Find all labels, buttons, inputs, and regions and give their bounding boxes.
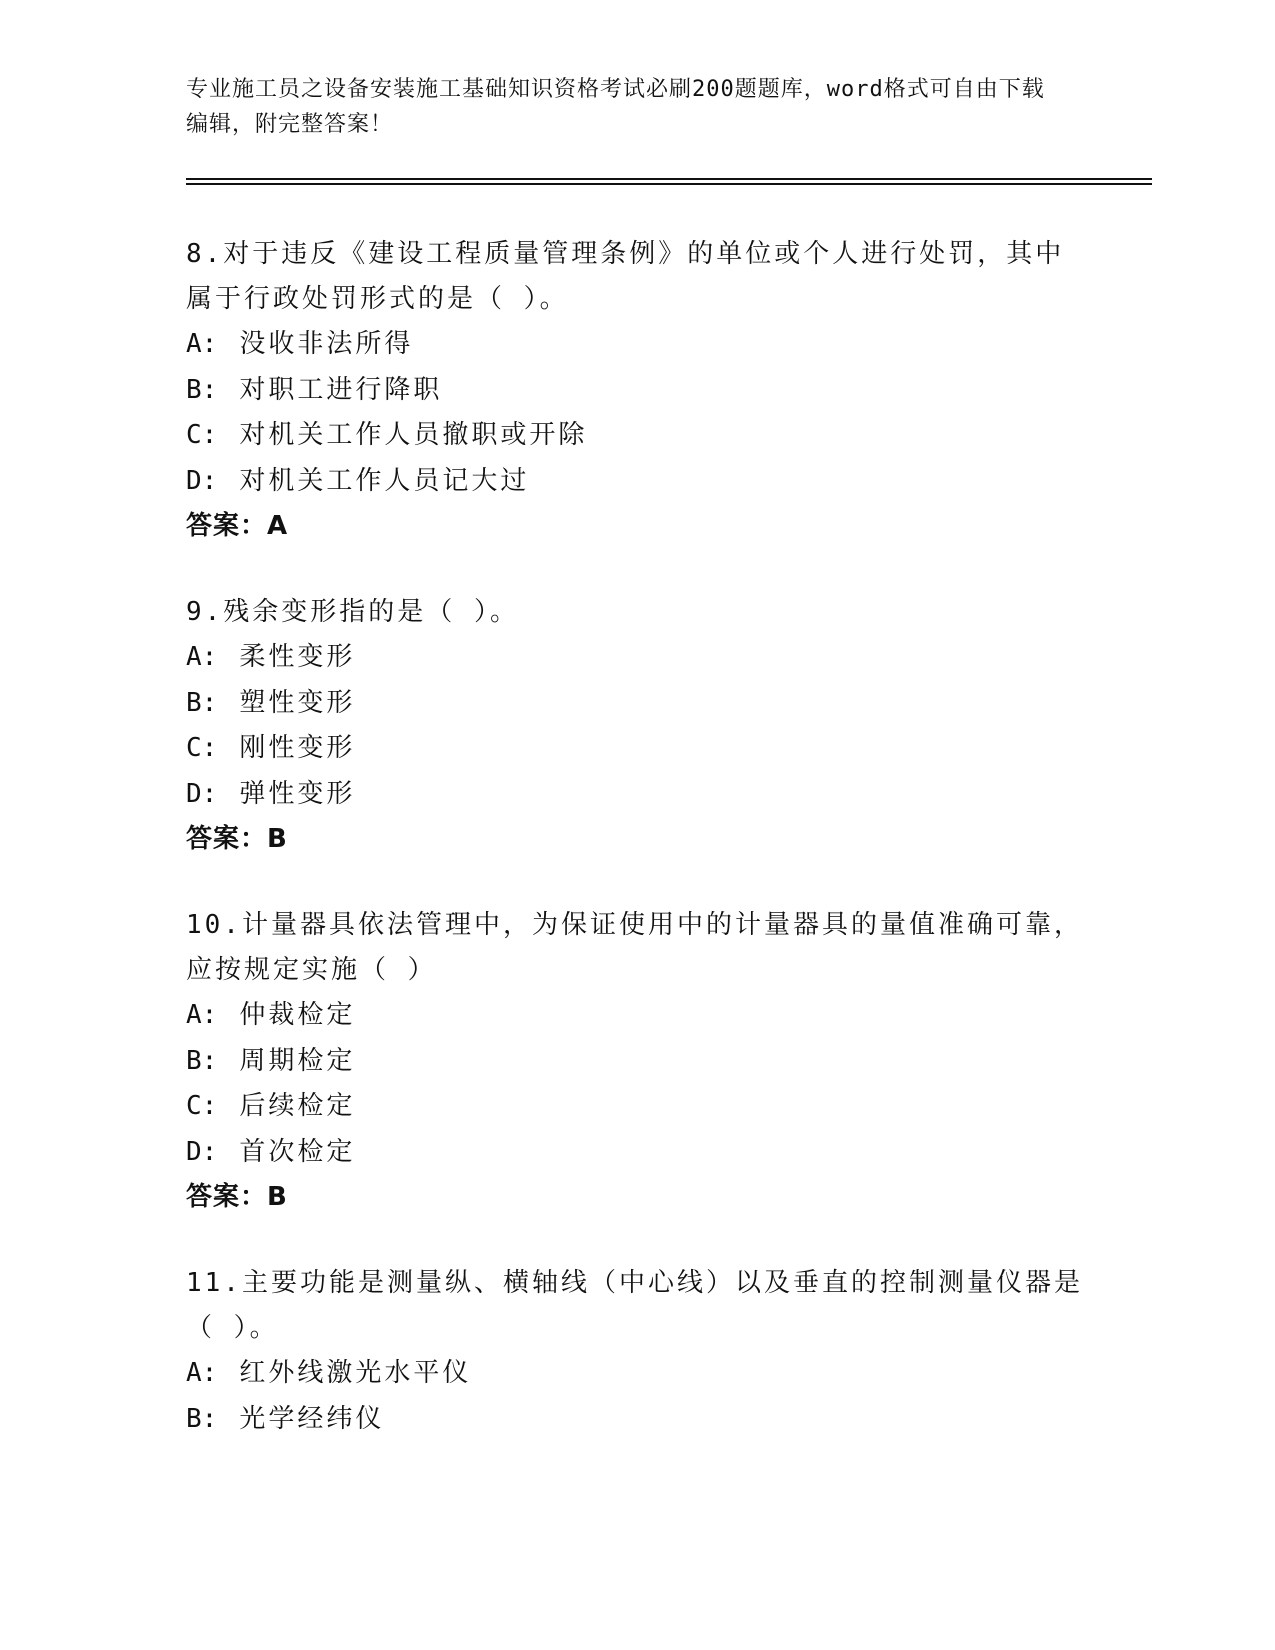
question-text: 10.计量器具依法管理中，为保证使用中的计量器具的量值准确可靠，应按规定实施（ ）: [186, 910, 1083, 985]
question-item: [186, 590, 1086, 862]
option-key: C:: [186, 420, 218, 450]
option-key: C:: [186, 733, 218, 763]
option-key: B:: [186, 374, 218, 405]
option-b: [186, 1039, 1086, 1085]
option-b: [186, 368, 1086, 414]
option-a: [186, 322, 1086, 368]
option-key: A:: [186, 642, 218, 672]
option-c: [186, 726, 1086, 772]
question-text: 9.残余变形指的是（ ）。: [186, 597, 519, 627]
option-c: [186, 1084, 1086, 1130]
option-text: 塑性变形: [239, 687, 356, 718]
question-list: [186, 232, 1086, 1483]
document-title: 专业施工员之设备安装施工基础知识资格考试必刷200题题库，word格式可自由下载编辑，附完整答案！: [186, 77, 1045, 137]
answer-line: 答案：B: [186, 1182, 288, 1212]
option-text: 弹性变形: [239, 778, 356, 809]
option-text: 对职工进行降职: [239, 374, 443, 405]
option-d: [186, 1130, 1086, 1176]
option-key: D:: [186, 465, 218, 496]
option-key: D:: [186, 778, 218, 809]
option-key: D:: [186, 1136, 218, 1167]
option-key: B:: [186, 1403, 218, 1434]
option-b: [186, 681, 1086, 727]
option-text: 仲裁检定: [239, 1000, 356, 1030]
option-b: [186, 1397, 1086, 1443]
document-header: [186, 72, 1066, 142]
option-c: [186, 413, 1086, 459]
option-text: 没收非法所得: [239, 329, 414, 359]
option-text: 刚性变形: [239, 733, 356, 763]
option-key: B:: [186, 1045, 218, 1076]
option-text: 首次检定: [239, 1136, 356, 1167]
option-text: 光学经纬仪: [239, 1403, 385, 1434]
option-a: [186, 1351, 1086, 1397]
option-key: A:: [186, 1358, 218, 1388]
header-divider-top: [186, 178, 1152, 180]
option-key: A:: [186, 1000, 218, 1030]
option-key: C:: [186, 1091, 218, 1121]
question-item: [186, 903, 1086, 1220]
option-text: 后续检定: [239, 1091, 356, 1121]
option-key: A:: [186, 329, 218, 359]
question-item: [186, 1261, 1086, 1442]
option-text: 对机关工作人员记大过: [239, 465, 530, 496]
option-text: 对机关工作人员撤职或开除: [239, 420, 588, 450]
option-text: 周期检定: [239, 1045, 356, 1076]
option-key: B:: [186, 687, 218, 718]
option-text: 红外线激光水平仪: [239, 1358, 472, 1388]
question-text: 8.对于违反《建设工程质量管理条例》的单位或个人进行处罚，其中属于行政处罚形式的是（ ）。: [186, 239, 1065, 314]
answer-line: 答案：B: [186, 824, 288, 854]
question-item: [186, 232, 1086, 549]
option-d: [186, 459, 1086, 505]
option-a: [186, 993, 1086, 1039]
option-text: 柔性变形: [239, 642, 356, 672]
option-a: [186, 635, 1086, 681]
question-text: 11.主要功能是测量纵、横轴线（中心线）以及垂直的控制测量仪器是（ ）。: [186, 1268, 1083, 1343]
answer-line: 答案：A: [186, 511, 289, 541]
option-d: [186, 772, 1086, 818]
header-divider-bottom: [186, 183, 1152, 185]
